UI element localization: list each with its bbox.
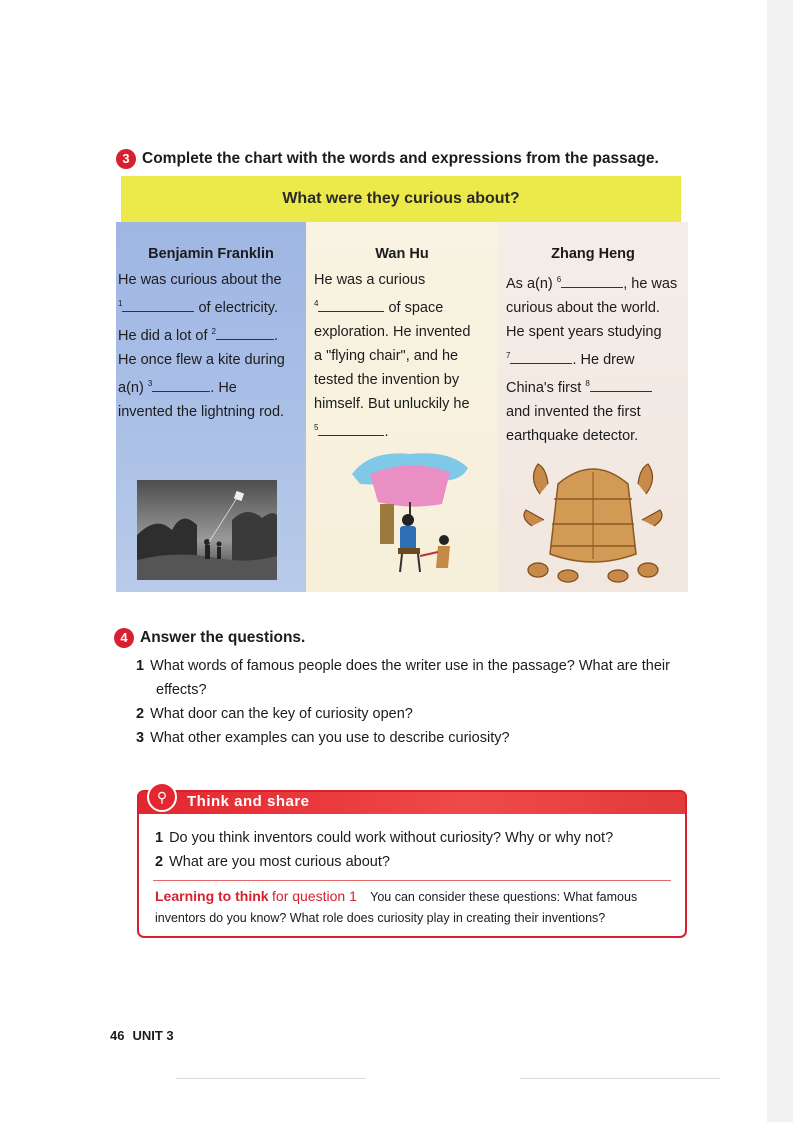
text-line: As a(n) $^6$ , he was (506, 275, 678, 292)
section-4-title: Answer the questions. (140, 629, 306, 646)
blank-5[interactable] (318, 423, 384, 436)
tip-text: You can consider these questions: What famous inventors do you know? What role does curiosity play in creating their inventions? (155, 890, 638, 925)
text-line: earthquake detector. (506, 428, 639, 444)
divider (153, 880, 671, 881)
chart-heading: What were they curious about? (121, 176, 681, 222)
text-line: himself. But unluckily he (314, 396, 470, 412)
question-item: 3 What other examples can you use to describe curiosity? (136, 730, 510, 746)
text-line: a "flying chair", and he (314, 348, 459, 364)
section-4-number: 4 (114, 628, 134, 648)
blank-1[interactable] (122, 299, 194, 312)
section-3-instruction: Complete the chart with the words and expressions from the passage. (142, 150, 659, 167)
text-line: He once flew a kite during (118, 352, 285, 368)
text-line: He was a curious (314, 272, 426, 288)
text-line: He spent years studying (506, 324, 662, 340)
column-name: Zhang Heng (551, 246, 635, 262)
text-line: exploration. He invented (314, 324, 471, 340)
think-and-share-box (137, 790, 687, 938)
blank-6[interactable] (561, 275, 623, 288)
text-line: $^4$ of space (314, 299, 444, 316)
think-head-icon: ⚲ (147, 782, 177, 812)
column-zhang-heng (498, 222, 688, 592)
text-line: tested the invention by (314, 372, 460, 388)
learning-tip (155, 886, 675, 929)
column-wan-hu (306, 222, 498, 592)
blank-4[interactable] (318, 299, 384, 312)
text-line: $^5$ . (314, 423, 389, 440)
think-question-list (155, 826, 613, 874)
tip-for: for question 1 (272, 888, 357, 904)
question-item: 1 What words of famous people does the writer use in the passage? What are their effects? (136, 658, 670, 698)
column-text (506, 268, 677, 448)
flying-chair-illustration (350, 444, 470, 574)
think-title: Think and share (187, 793, 310, 810)
column-name: Benjamin Franklin (148, 246, 274, 262)
question-item: 2 What door can the key of curiosity open? (136, 706, 413, 722)
footer-rule-left (176, 1078, 366, 1079)
column-name: Wan Hu (375, 246, 429, 262)
text-line: a(n) $^3$ . He (118, 379, 237, 396)
question-list (136, 654, 686, 750)
storm-illustration (137, 480, 277, 580)
page-edge (767, 0, 793, 1122)
text-line: He did a lot of $^2$ . (118, 327, 278, 344)
think-question: 2 What are you most curious about? (155, 854, 390, 870)
page-footer (110, 1028, 182, 1043)
page-number: 46 (110, 1028, 125, 1043)
tip-label: Learning to think (155, 888, 269, 904)
blank-3[interactable] (152, 379, 210, 392)
text-line: and invented the first (506, 404, 641, 420)
text-line: He was curious about the (118, 272, 282, 288)
column-benjamin-franklin (116, 222, 306, 592)
unit-label: UNIT 3 (132, 1028, 174, 1043)
blank-2[interactable] (216, 327, 274, 340)
think-question: 1 Do you think inventors could work without curiosity? Why or why not? (155, 830, 614, 846)
text-line: $^1$ of electricity. (118, 299, 278, 316)
blank-7[interactable] (510, 351, 572, 364)
text-line: China's first $^8$ (506, 372, 677, 400)
seismograph-illustration (518, 454, 668, 584)
blank-8[interactable] (590, 379, 652, 392)
footer-rule-right (520, 1078, 720, 1079)
section-3-number: 3 (116, 149, 136, 169)
text-line: $^7$ . He drew (506, 351, 635, 368)
text-line: invented the lightning rod. (118, 404, 285, 420)
column-text (118, 268, 285, 424)
column-text (314, 268, 470, 444)
text-line: curious about the world. (506, 300, 660, 316)
